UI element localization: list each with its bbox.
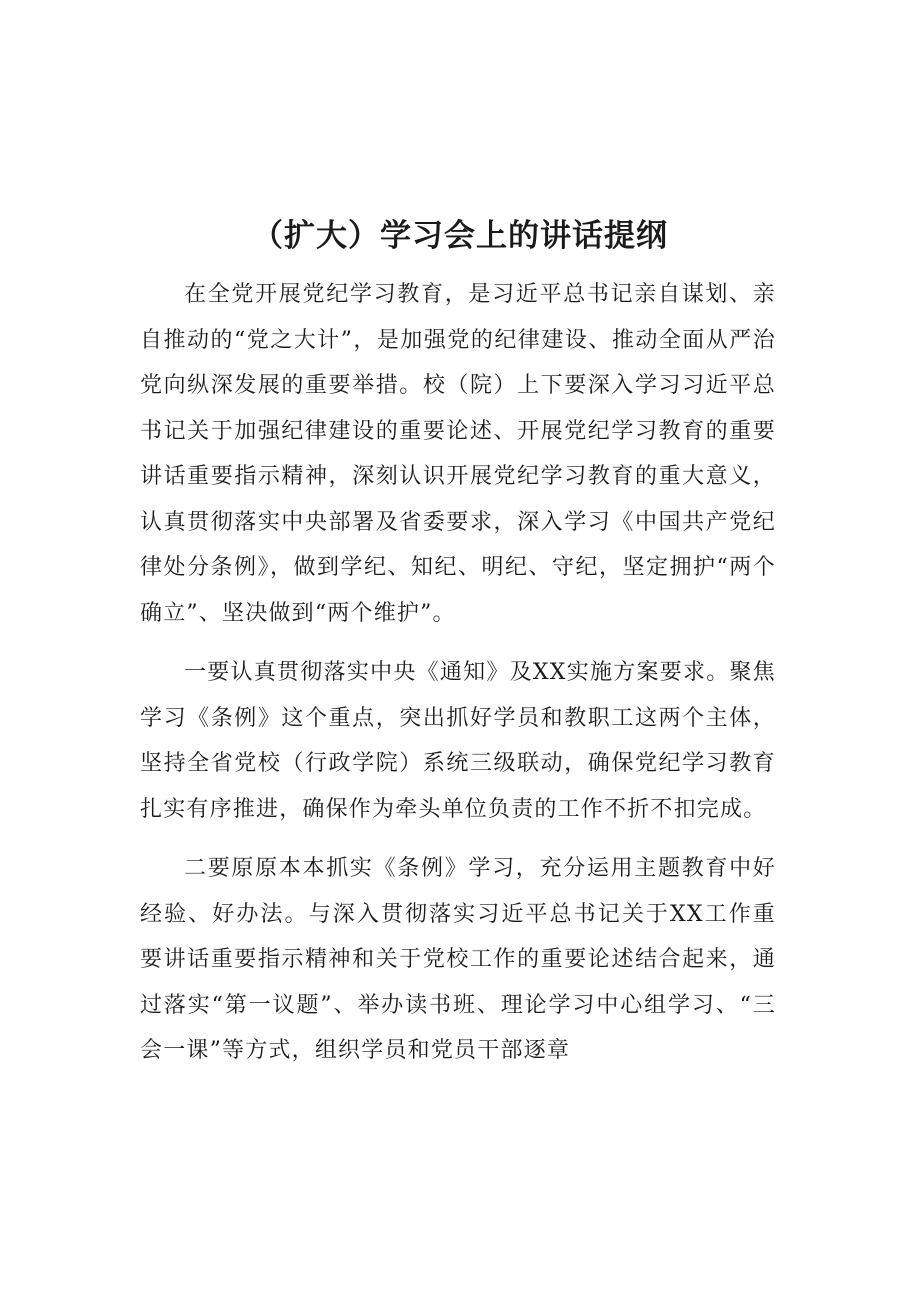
paragraph-intro: 在全党开展党纪学习教育，是习近平总书记亲自谋划、亲自推动的“党之大计”，是加强党的纪律建设、推动全面从严治党向纵深发展的重要举措。校（院）上下要深入学习习近平总书记关于加强纪律建设的重要论述、开展党纪学习教育的重要讲话重要指示精神，深刻认识开展党纪学习教育的重大意义，认真贯彻落实中央部署及省委要求，深入学习《中国共产党纪律处分条例》，做到学纪、知纪、明纪、守纪，坚定拥护“两个确立”、坚决做到“两个维护”。 [140, 282, 776, 626]
document-body [140, 272, 776, 1088]
page-title: （扩大）学习会上的讲话提纲 [252, 218, 668, 254]
paragraph-point-two: 二要原原本本抓实《条例》学习，充分运用主题教育中好经验、好办法。与深入贯彻落实习近平总书记关于XX工作重要讲话重要指示精神和关于党校工作的重要论述结合起来，通过落实“第一议题”、举办读书班、理论学习中心组学习、“三会一课”等方式，组织学员和党员干部逐章 [140, 856, 776, 1063]
paragraph-point-one: 一要认真贯彻落实中央《通知》及XX实施方案要求。聚焦学习《条例》这个重点，突出抓好学员和教职工这两个主体，坚持全省党校（行政学院）系统三级联动，确保党纪学习教育扎实有序推进，确保作为牵头单位负责的工作不折不扣完成。 [140, 660, 776, 822]
